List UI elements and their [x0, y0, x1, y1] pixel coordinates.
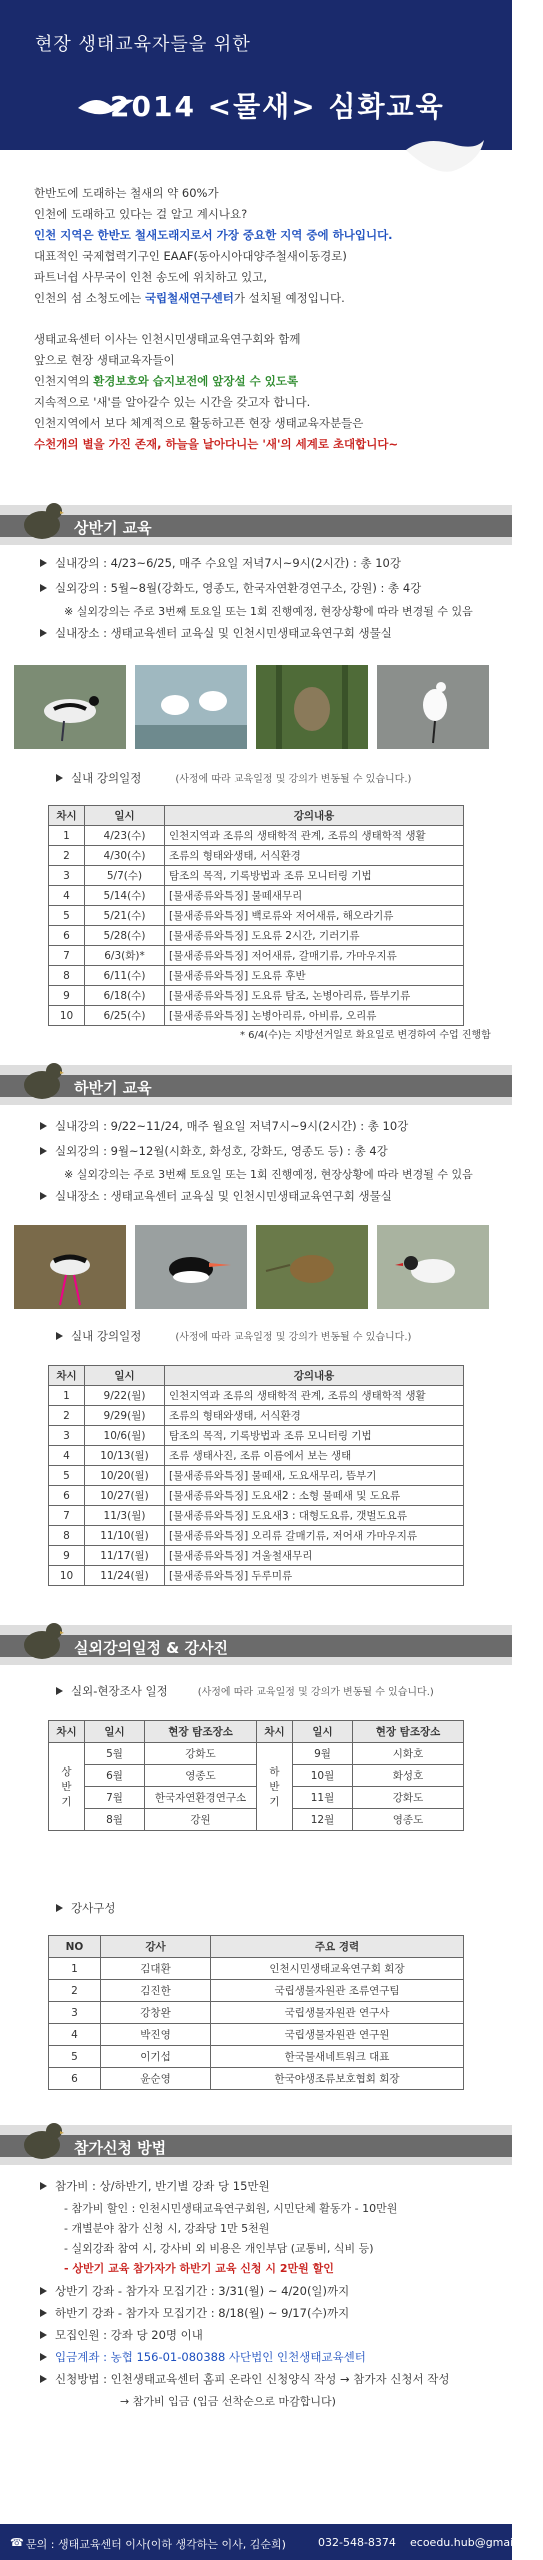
- table-row: 10 6/25(수) [물새종류와특징] 논병아리류, 아비류, 오리류: [49, 1006, 464, 1026]
- spring-bullet-indoor: 실내강의 : 4/23~6/25, 매주 수요일 저녁7시~9시(2시간) : 총 10강: [40, 555, 401, 571]
- table-row: 8 6/11(수) [물새종류와특징] 도요류 후반: [49, 966, 464, 986]
- table-row: 3 강창완 국립생물자원관 연구사: [49, 2002, 464, 2024]
- bird-icon: [20, 1619, 64, 1665]
- second-half-label: 하 반 기: [257, 1743, 293, 1831]
- table-row: 3 5/7(수) 탐조의 목적, 기록방법과 조류 모니터링 기법: [49, 866, 464, 886]
- spring-schedule-table: [48, 805, 464, 1026]
- apply-discount: - 상반기 교육 참가자가 하반기 교육 신청 시 2만원 할인: [64, 2262, 334, 2275]
- egret-photo: [377, 665, 489, 749]
- intro-text: [34, 183, 494, 475]
- spring-footnote: * 6/4(수)는 지방선거일로 화요일로 변경하여 수업 진행함: [240, 1030, 491, 1041]
- section-header-apply: [0, 2125, 512, 2165]
- table-header: 차시: [49, 806, 85, 826]
- table-row: 8 11/10(월) [물새종류와특징] 오리류 갈매기류, 저어새 가마우지류: [49, 1526, 464, 1546]
- footer-phone[interactable]: 032-548-8374: [318, 2536, 396, 2549]
- autumn-bullet-outdoor: 실외강의 : 9월~12월(시화호, 화성호, 강화도, 영종도 등) : 총 4강: [40, 1143, 388, 1159]
- header-subtitle: 현장 생태교육자들을 위한: [35, 34, 251, 55]
- autumn-bullet-indoor: 실내강의 : 9/22~11/24, 매주 월요일 저녁7시~9시(2시간) : 총 10강: [40, 1118, 408, 1134]
- table-row: 6 윤순영 한국야생조류보호협회 회장: [49, 2068, 464, 2090]
- instructor-label: 강사구성: [56, 1900, 115, 1916]
- page-header: [0, 0, 512, 150]
- spring-note: ※ 실외강의는 주로 3번째 토요일 또는 1회 진행예정, 현장상황에 따라 변경될 수 있음: [64, 605, 473, 618]
- footer-email[interactable]: ecoedu.hub@gmail.com: [410, 2536, 543, 2549]
- intro-line: 파트너쉽 사무국이 인천 송도에 위치하고 있고,: [34, 270, 268, 284]
- section-title: 하반기 교육: [74, 1079, 152, 1097]
- table-row: 4 10/13(월) 조류 생태사진, 조류 이름에서 보는 생태: [49, 1446, 464, 1466]
- snipe-photo: [256, 1225, 368, 1309]
- apply-deadline-1: 상반기 강좌 - 참가자 모집기간 : 3/31(월) ~ 4/20(일)까지: [40, 2283, 349, 2299]
- table-row: 9 11/17(월) [물새종류와특징] 겨울철새무리: [49, 1546, 464, 1566]
- intro-line: 대표적인 국제협력기구인 EAAF(동아시아대양주철새이동경로): [34, 249, 347, 263]
- table-header: 강의내용: [165, 806, 464, 826]
- spring-plan-label: 실내 강의일정 (사정에 따라 교육일정 및 강의가 변동될 수 있습니다.): [56, 770, 411, 788]
- table-row: 10 11/24(월) [물새종류와특징] 두루미류: [49, 1566, 464, 1586]
- apply-fee: 참가비 : 상/하반기, 반기별 강좌 당 15만원: [40, 2178, 270, 2194]
- table-row: 1 4/23(수) 인천지역과 조류의 생태학적 관계, 조류의 생태학적 생활: [49, 826, 464, 846]
- section-header-autumn: [0, 1065, 512, 1105]
- intro-line: 인천지역에서 보다 체계적으로 활동하고픈 현장 생태교육자분들은: [34, 416, 364, 430]
- table-row: 5 5/21(수) [물새종류와특징] 백로류와 저어새류, 해오라기류: [49, 906, 464, 926]
- table-row: 5 이기섭 한국물새네트워크 대표: [49, 2046, 464, 2068]
- table-row: 5 10/20(월) [물새종류와특징] 물떼새, 도요새무리, 뜸부기: [49, 1466, 464, 1486]
- outdoor-label: 실외-현장조사 일정 (사정에 따라 교육일정 및 강의가 변동될 수 있습니다.): [56, 1683, 434, 1701]
- autumn-bullet-place: 실내장소 : 생태교육센터 교육실 및 인천시민생태교육연구회 생물실: [40, 1188, 392, 1204]
- apply-line: - 실외강좌 참여 시, 강사비 외 비용은 개인부담 (교통비, 식비 등): [64, 2242, 374, 2255]
- apply-line: - 참가비 할인 : 인천시민생태교육연구회원, 시민단체 활동가 - 10만원: [64, 2202, 398, 2215]
- table-header: 차시: [49, 1366, 85, 1386]
- phone-icon: ☎: [10, 2536, 24, 2549]
- heron-photo: [256, 665, 368, 749]
- spring-bullet-place: 실내장소 : 생태교육센터 교육실 및 인천시민생태교육연구회 생물실: [40, 625, 392, 641]
- table-row: 6 5/28(수) [물새종류와특징] 도요류 2시간, 기러기류: [49, 926, 464, 946]
- intro-line: 인천의 섬 소청도에는 국립철새연구센터가 설치될 예정입니다.: [34, 291, 345, 305]
- bird-icon: [20, 499, 64, 545]
- bird-icon: [20, 2119, 64, 2165]
- table-row: 7 6/3(화)* [물새종류와특징] 저어새류, 갈매기류, 가마우지류: [49, 946, 464, 966]
- footer-bar: [0, 2524, 543, 2560]
- first-half-label: 상 반 기: [49, 1743, 85, 1831]
- table-row: 4 5/14(수) [물새종류와특징] 물떼새무리: [49, 886, 464, 906]
- intro-line: 앞으로 현장 생태교육자들이: [34, 353, 175, 367]
- apply-capacity: 모집인원 : 강좌 당 20명 이내: [40, 2327, 203, 2343]
- intro-line: 인천에 도래하고 있다는 걸 알고 계시나요?: [34, 207, 248, 221]
- apply-howto: 신청방법 : 인천생태교육센터 홈피 온라인 신청양식 작성 → 참가자 신청서 작성: [40, 2371, 449, 2387]
- table-row: 6 10/27(월) [물새종류와특징] 도요새2 : 소형 물떼새 및 도요류: [49, 1486, 464, 1506]
- table-row: 2 4/30(수) 조류의 형태와생태, 서식환경: [49, 846, 464, 866]
- autumn-note: ※ 실외강의는 주로 3번째 토요일 또는 1회 진행예정, 현장상황에 따라 변경될 수 있음: [64, 1168, 473, 1181]
- apply-account: 입금계좌 : 농협 156-01-080388 사단법인 인천생태교육센터: [40, 2349, 366, 2365]
- header-title: 2014 <물새> 심화교육: [110, 90, 445, 123]
- oystercatcher-photo: [135, 1225, 247, 1309]
- table-row: 9 6/18(수) [물새종류와특징] 도요류 탐조, 논병아리류, 뜸부기류: [49, 986, 464, 1006]
- autumn-schedule-table: [48, 1365, 464, 1586]
- apply-line: - 개별분야 참가 신청 시, 강좌당 1만 5천원: [64, 2222, 270, 2235]
- table-header: 일시: [85, 1366, 165, 1386]
- table-header: 일시: [85, 806, 165, 826]
- table-row: 2 김진한 국립생물자원관 조류연구팀: [49, 1980, 464, 2002]
- table-row: 1 김대환 인천시민생태교육연구회 회장: [49, 1958, 464, 1980]
- section-title: 실외강의일정 & 강사진: [74, 1639, 228, 1657]
- table-row: 3 10/6(월) 탐조의 목적, 기록방법과 조류 모니터링 기법: [49, 1426, 464, 1446]
- instructor-table: NO 강사 주요 경력 1 김대환 인천시민생태교육연구회 회장 2 김진한 국립생물자원관 조류연구팀 3 강창완 국립생물자원관 연구사 4 박진영 국립생물자원관 연구원 5 이기섭 한국물새네트워크 대표 6 윤순영 한국야생조류보호협회 회장: [48, 1935, 464, 2090]
- table-row: 1 9/22(월) 인천지역과 조류의 생태학적 관계, 조류의 생태학적 생활: [49, 1386, 464, 1406]
- avocet-photo: [14, 665, 126, 749]
- gull-photo: [377, 1225, 489, 1309]
- apply-howto-2: → 참가비 입금 (입금 선착순으로 마감합니다): [120, 2395, 336, 2408]
- table-row: 4 박진영 국립생물자원관 연구원: [49, 2024, 464, 2046]
- spoonbill-photo: [135, 665, 247, 749]
- autumn-plan-label: 실내 강의일정 (사정에 따라 교육일정 및 강의가 변동될 수 있습니다.): [56, 1328, 411, 1346]
- bird-icon: [20, 1059, 64, 1105]
- intro-highlight: 인천 지역은 한반도 철새도래지로서 가장 중요한 지역 중에 하나입니다.: [34, 228, 393, 242]
- spring-bullet-outdoor: 실외강의 : 5월~8월(강화도, 영종도, 한국자연환경연구소, 강원) : 총 4강: [40, 580, 421, 596]
- intro-line: 지속적으로 '새'를 알아갈수 있는 시간을 갖고자 합니다.: [34, 395, 311, 409]
- intro-line: 생태교육센터 이사는 인천시민생태교육연구회와 함께: [34, 332, 301, 346]
- apply-deadline-2: 하반기 강좌 - 참가자 모집기간 : 8/18(월) ~ 9/17(수)까지: [40, 2305, 349, 2321]
- section-header-outdoor: [0, 1625, 512, 1665]
- footer-contact: 문의 : 생태교육센터 이사(이하 생각하는 이사, 김순희): [26, 2538, 286, 2551]
- table-row: 2 9/29(월) 조류의 형태와생태, 서식환경: [49, 1406, 464, 1426]
- intro-line: 인천지역의 환경보호와 습지보전에 앞장설 수 있도록: [34, 374, 299, 388]
- intro-line: 한반도에 도래하는 철새의 약 60%가: [34, 186, 219, 200]
- intro-highlight: 수천개의 별을 가진 존재, 하늘을 날아다니는 '새'의 세계로 초대합니다~: [34, 437, 399, 451]
- stilt-photo: [14, 1225, 126, 1309]
- section-title: 참가신청 방법: [74, 2139, 167, 2157]
- section-header-spring: [0, 505, 512, 545]
- outdoor-schedule-table: 차시 일시 현장 탐조장소 차시 일시 현장 탐조장소 상 반 기 5월 강화도 하 반 기 9월 시화호 6월 영종도 10월 화성호 7월 한국자연환경연구소 11월 강화도 8월 강원 12월 영종도: [48, 1720, 464, 1831]
- section-title: 상반기 교육: [74, 519, 152, 537]
- table-row: 7 11/3(월) [물새종류와특징] 도요새3 : 대형도요류, 갯벌도요류: [49, 1506, 464, 1526]
- table-header: 강의내용: [165, 1366, 464, 1386]
